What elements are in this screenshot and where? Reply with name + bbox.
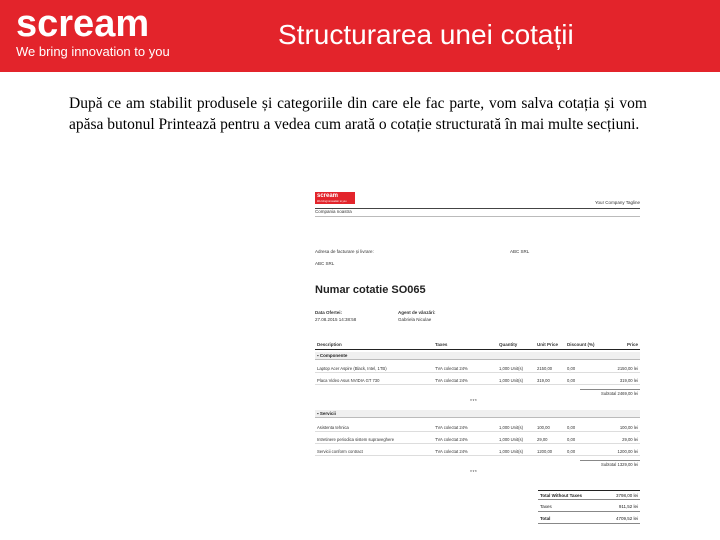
scream-logo: [16, 4, 170, 59]
preview-logo-tagline: We bring innovation to you: [317, 200, 347, 203]
section-header: ▪ Componente: [315, 352, 640, 360]
table-row: [315, 424, 640, 432]
row-discount: 0,00: [567, 378, 576, 383]
row-quantity: 1,000 Unit(s): [499, 378, 523, 383]
company-divider: [315, 216, 640, 217]
company-name: Compania noastra: [315, 209, 352, 214]
table-header: [315, 342, 640, 350]
row-quantity: 1,000 Unit(s): [499, 425, 523, 430]
total-label: Taxes: [540, 504, 552, 509]
total-label: Total Without Taxes: [540, 493, 583, 498]
col-quantity: Quantity: [499, 342, 518, 347]
row-price: 29,00 lei: [622, 437, 638, 442]
row-taxes: TVA colectat 24%: [435, 425, 468, 430]
col-price: Price: [626, 342, 638, 347]
quote-title: Numar cotatie SO065: [315, 284, 426, 296]
row-taxes: TVA colectat 24%: [435, 378, 468, 383]
table-row: [315, 436, 640, 444]
col-description: Description: [317, 342, 342, 347]
logo-tagline: We bring innovation to you: [16, 44, 170, 59]
row-price: 2150,00 lei: [617, 366, 638, 371]
table-row: [315, 377, 640, 385]
row-quantity: 1,000 Unit(s): [499, 437, 523, 442]
section-header: ▪ Servicii: [315, 410, 640, 418]
section-subtotal: [601, 391, 638, 396]
row-taxes: TVA colectat 24%: [435, 437, 468, 442]
total-label: Total: [540, 516, 551, 521]
preview-logo-word: scream: [317, 193, 339, 199]
preview-logo: [315, 192, 355, 204]
taxes-row: [538, 502, 640, 512]
row-discount: 0,00: [567, 449, 576, 454]
subtotal-divider: [580, 389, 640, 390]
table-row: [315, 448, 640, 456]
row-discount: 0,00: [567, 366, 576, 371]
section-name: Servicii: [319, 411, 336, 416]
subtotal-divider: [580, 460, 640, 461]
client-name: ABC SRL: [315, 261, 335, 266]
grand-total-row: [538, 514, 640, 524]
row-unit-price: 1200,00: [537, 449, 553, 454]
section-separator: ***: [470, 470, 478, 476]
col-unit-price: Unit Price: [537, 342, 559, 347]
row-price: 100,00 lei: [619, 425, 638, 430]
date-value: 27.08.2015 14:38:58: [315, 317, 357, 322]
row-unit-price: 319,00: [537, 378, 550, 383]
subtotal-label: Subtotal: [600, 462, 617, 467]
row-unit-price: 2150,00: [537, 366, 553, 371]
row-description: Asistenta tehnica: [317, 425, 349, 430]
subtotal-value: 2469,00 lei: [617, 391, 638, 396]
agent-label: Agent de vânzări:: [398, 310, 436, 315]
table-row: [315, 365, 640, 373]
subtotal-value: 1329,00 lei: [617, 462, 638, 467]
row-discount: 0,00: [567, 425, 576, 430]
row-taxes: TVA colectat 24%: [435, 366, 468, 371]
section-name: Componente: [319, 353, 348, 358]
row-unit-price: 100,00: [537, 425, 550, 430]
row-quantity: 1,000 Unit(s): [499, 366, 523, 371]
date-label: Data Ofertei:: [315, 310, 343, 315]
company-tagline: Your Company Tagline: [594, 200, 640, 205]
body-paragraph: După ce am stabilit produsele și categoriile din care ele fac parte, vom salva cotația și vom apăsa butonul Printează pentru a vedea cum arată o cotație structurată în mai multe secțiuni.: [69, 95, 647, 133]
col-discount: Discount (%): [567, 342, 595, 347]
total-value: 4709,52 lei: [615, 516, 638, 521]
row-price: 319,00 lei: [619, 378, 638, 383]
total-value: 3798,00 lei: [615, 493, 638, 498]
quote-print-preview: [310, 188, 640, 528]
slide-title: Structurarea unei cotații: [278, 19, 574, 50]
logo-word: scream: [16, 3, 150, 45]
row-unit-price: 29,00: [537, 437, 548, 442]
section-subtotal: [601, 462, 638, 467]
row-description: Placa Video Asus NVIDIA GT 730: [317, 378, 380, 383]
billing-label: Adresa de facturare și livrare:: [315, 249, 374, 254]
subtotal-label: Subtotal: [600, 391, 617, 396]
billing-value: ABC SRL: [510, 249, 530, 254]
total-value: 911,52 lei: [618, 504, 638, 509]
col-taxes: Taxes: [435, 342, 448, 347]
row-discount: 0,00: [567, 437, 576, 442]
row-quantity: 1,000 Unit(s): [499, 449, 523, 454]
header-divider: [315, 208, 640, 209]
agent-value: Gabriela Niculae: [398, 317, 432, 322]
title-bar: [0, 0, 720, 72]
total-without-taxes-row: [538, 490, 640, 500]
row-description: Servicii conform contract: [317, 449, 363, 454]
row-price: 1200,00 lei: [617, 449, 638, 454]
section-separator: ***: [470, 399, 478, 405]
row-description: Intretinere periodica sistem supraveghere: [317, 437, 395, 442]
row-taxes: TVA colectat 24%: [435, 449, 468, 454]
row-description: Laptop Acer Aspire (Black, Intel, 1TB): [317, 366, 387, 371]
